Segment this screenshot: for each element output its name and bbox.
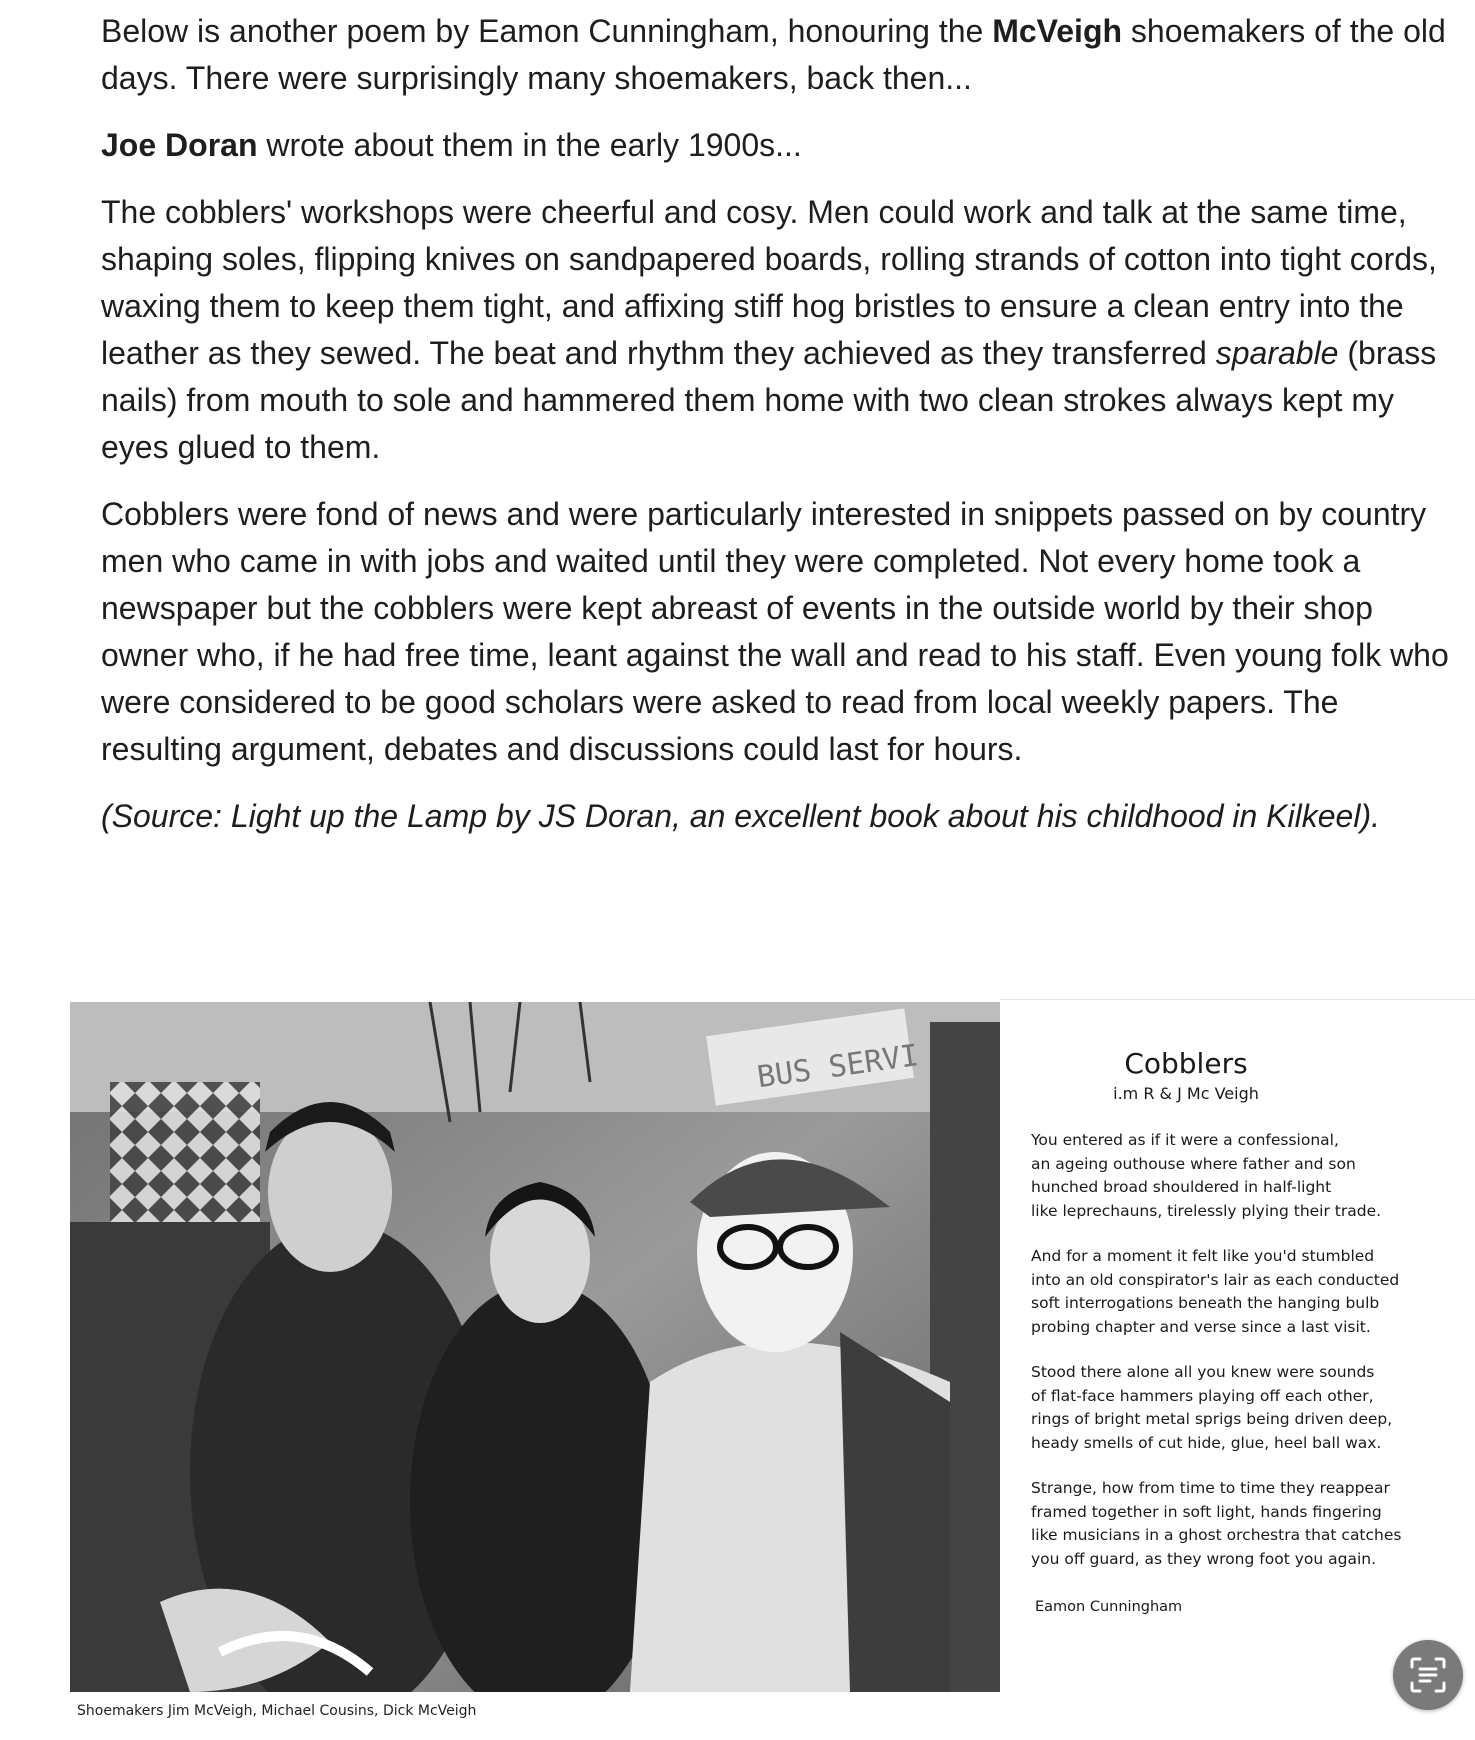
post-body <box>101 8 1451 840</box>
photo-caption: Shoemakers Jim McVeigh, Michael Cousins, Dick McVeigh <box>77 1703 477 1719</box>
intro-text-end: shoemakers of the old days. There were surprisingly many shoemakers, back then... <box>101 13 1446 96</box>
poem-author: Eamon Cunningham <box>1035 1599 1183 1615</box>
poem <box>1031 1045 1431 1615</box>
intro-text: Below is another poem by Eamon Cunningham, honouring the <box>101 13 993 49</box>
doran-bold: Joe Doran <box>101 127 258 163</box>
poem-stanza: And for a moment it felt like you'd stumbled into an old conspirator's lair as each conducted soft interrogations beneath the hanging bulb probing chapter and verse since a last visit. <box>1031 1247 1400 1336</box>
workshop-text-end: (brass nails) from mouth to sole and hammered them home with two clean strokes always kept my eyes glued to them. <box>101 335 1437 465</box>
doran-text: wrote about them in the early 1900s... <box>257 127 802 163</box>
poem-stanza: You entered as if it were a confessional, an ageing outhouse where father and son hunched broad shouldered in half-light like leprechauns, tirelessly plying their trade. <box>1031 1131 1382 1220</box>
text-reader-button[interactable] <box>1393 1640 1463 1710</box>
poem-stanza: Stood there alone all you knew were sounds of flat-face hammers playing off each other, rings of bright metal sprigs being driven deep, heady smells of cut hide, glue, heel ball wax. <box>1031 1363 1393 1452</box>
shoemakers-photo[interactable] <box>70 1002 1000 1692</box>
poem-stanza: Strange, how from time to time they reappear framed together in soft light, hands fingering like musicians in a ghost orchestra that catches you off guard, as they wrong foot you again. <box>1031 1479 1402 1568</box>
photo-illustration <box>70 1002 1000 1692</box>
poem-dedication: i.m R & J Mc Veigh <box>1113 1084 1259 1103</box>
mcveigh-bold: McVeigh <box>992 13 1123 49</box>
sparable-italic: sparable <box>1215 335 1339 371</box>
workshop-paragraph <box>101 189 1451 471</box>
doran-paragraph <box>101 122 1451 169</box>
intro-paragraph <box>101 8 1451 102</box>
source-citation: (Source: Light up the Lamp by JS Doran, an excellent book about his childhood in Kilkeel). <box>101 798 1380 834</box>
news-paragraph: Cobblers were fond of news and were particularly interested in snippets passed on by country men who came in with jobs and waited until they were completed. Not every home took a newspaper but the cobblers were kept abreast of events in the outside world by their shop owner who, if he had free time, leant against the wall and read to his staff. Even young folk who were considered to be good scholars were asked to read from local weekly papers. The resulting argument, debates and discussions could last for hours. <box>101 496 1449 767</box>
text-reader-icon <box>1408 1655 1448 1695</box>
divider <box>1000 999 1475 1000</box>
workshop-text: The cobblers' workshops were cheerful and cosy. Men could work and talk at the same time, shaping soles, flipping knives on sandpapered boards, rolling strands of cotton into tight cords, waxing them to keep them tight, and affixing stiff hog bristles to ensure a clean entry into the leather as they sewed. The beat and rhythm they achieved as they transferred <box>101 194 1437 371</box>
bus-sign-text: BUS SERVI <box>754 1038 921 1096</box>
poem-title: Cobblers <box>1124 1047 1248 1080</box>
